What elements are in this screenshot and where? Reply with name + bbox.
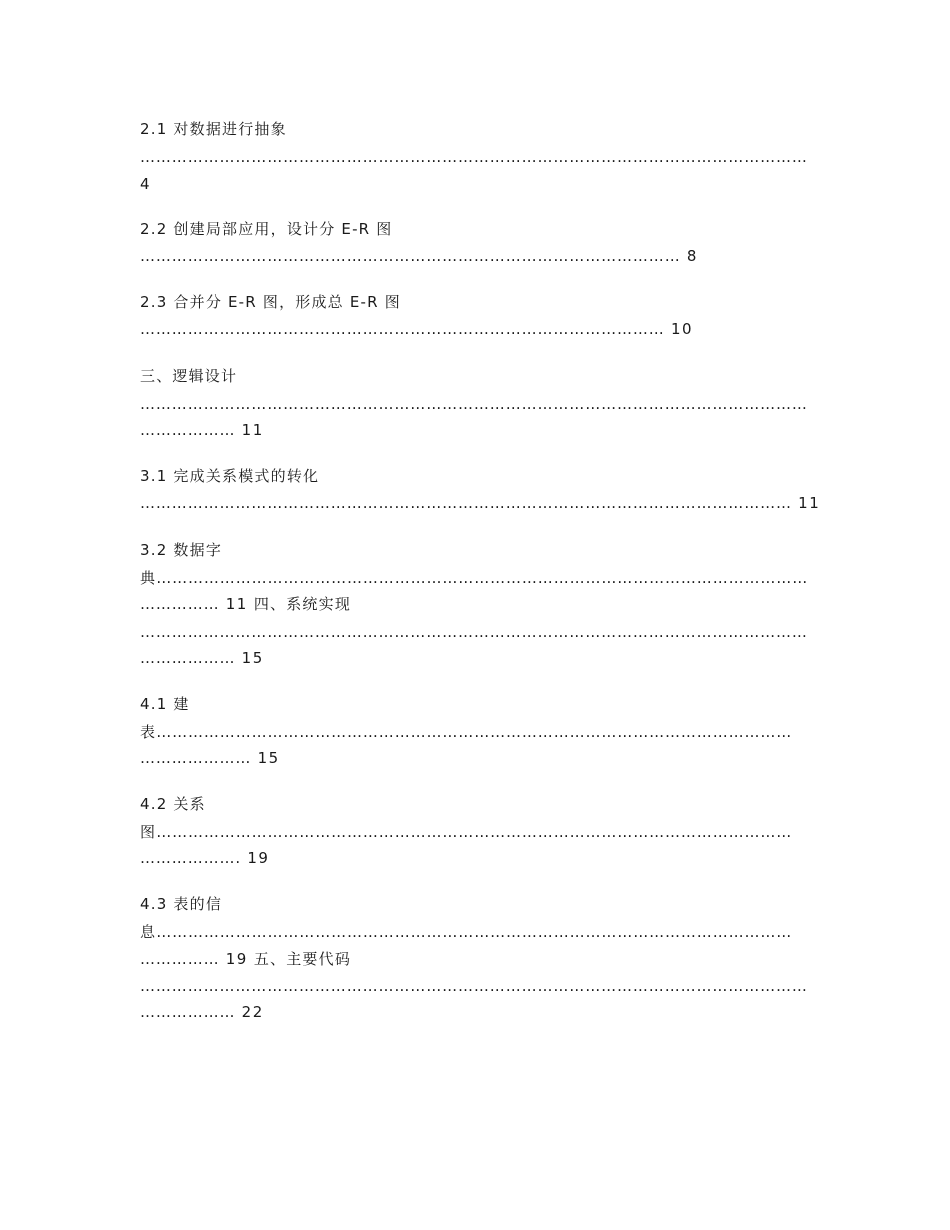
toc-leader-dots: …………………………………………………………………………………………………………: [156, 723, 793, 741]
toc-page-number: 19: [219, 950, 248, 968]
toc-leader-dots: ………………: [140, 421, 236, 439]
toc-leader: [140, 147, 810, 167]
toc-title: [140, 694, 810, 714]
toc-leader: [140, 949, 810, 969]
toc-leader-dots: …………………………………………………………………………………………………………: [156, 923, 793, 941]
toc-leader: [140, 922, 810, 942]
toc-leader-dots: ………………………………………………………………………………………………………………: [140, 395, 808, 413]
toc-title-text: 表: [140, 723, 157, 741]
toc-leader: [140, 648, 810, 668]
toc-title-text: 3.1 完成关系模式的转化: [140, 467, 320, 485]
toc-page-number: 4: [140, 175, 152, 193]
toc-leader: [140, 622, 810, 642]
toc-title: [140, 219, 810, 239]
toc-leader: [140, 722, 810, 742]
toc-title-text: 4.2 关系: [140, 795, 206, 813]
toc-title-text: 图: [140, 823, 157, 841]
toc-page-number: 10: [664, 320, 694, 338]
toc-leader-dots: ………………………………………………………………………………………………………………: [140, 148, 808, 166]
toc-leader: [140, 748, 810, 768]
toc-title-text: 2.2 创建局部应用，设计分 E-R 图: [140, 220, 393, 238]
toc-title: [140, 794, 810, 814]
toc-page-number: 15: [235, 649, 264, 667]
toc-title-text: 三、逻辑设计: [140, 367, 238, 385]
toc-leader-dots: ……………: [140, 950, 220, 968]
toc-title-text: 4.3 表的信: [140, 895, 223, 913]
toc-title: [140, 292, 810, 312]
toc-leader-dots: ……………………………………………………………………………………………………………: [156, 569, 809, 587]
toc-leader-dots: ………………: [140, 649, 236, 667]
toc-page-number: 8: [680, 247, 698, 265]
toc-leader: [140, 246, 810, 266]
toc-leader-dots: ……………: [140, 595, 220, 613]
toc-title: [140, 540, 810, 560]
toc-title-text: 四、系统实现: [247, 595, 352, 613]
toc-page-line: [140, 174, 810, 194]
toc-title: [140, 366, 810, 386]
toc-title: [140, 466, 810, 486]
toc-leader-dots: …………………………………………………………………………………………: [140, 247, 681, 265]
toc-title-text: 五、主要代码: [247, 950, 352, 968]
toc-leader: [140, 493, 821, 513]
toc-title-text: 典: [140, 569, 157, 587]
toc-title-text: 2.3 合并分 E-R 图，形成总 E-R 图: [140, 293, 401, 311]
toc-page-number: 15: [251, 749, 280, 767]
toc-page-number: 11: [235, 421, 264, 439]
toc-page-number: 19: [241, 849, 270, 867]
toc-title-text: 2.1 对数据进行抽象: [140, 120, 287, 138]
toc-leader-dots: ………………………………………………………………………………………: [140, 320, 665, 338]
toc-leader-dots: …………………: [140, 749, 252, 767]
toc-leader-dots: …………………………………………………………………………………………………………: [156, 823, 793, 841]
toc-leader: [140, 1002, 810, 1022]
toc-leader: [140, 394, 810, 414]
toc-leader: [140, 976, 810, 996]
toc-title: [140, 119, 810, 139]
toc-title-text: 4.1 建: [140, 695, 190, 713]
toc-title-text: 息: [140, 923, 157, 941]
toc-title-text: 3.2 数据字: [140, 541, 223, 559]
toc-leader: [140, 420, 810, 440]
toc-leader: [140, 822, 810, 842]
toc-leader: [140, 319, 810, 339]
toc-leader: [140, 568, 810, 588]
toc-leader-dots: ……………………………………………………………………………………………………………: [140, 494, 792, 512]
toc-leader: [140, 848, 810, 868]
toc-title: [140, 894, 810, 914]
toc-leader-dots: ………………………………………………………………………………………………………………: [140, 977, 808, 995]
toc-page-number: 22: [235, 1003, 264, 1021]
toc-page-number: 11: [219, 595, 248, 613]
toc-page-number: 11: [791, 494, 821, 512]
toc-leader-dots: ………………: [140, 1003, 236, 1021]
toc-leader-dots: ……………….: [140, 849, 242, 867]
toc-leader: [140, 594, 810, 614]
toc-leader-dots: ………………………………………………………………………………………………………………: [140, 623, 808, 641]
